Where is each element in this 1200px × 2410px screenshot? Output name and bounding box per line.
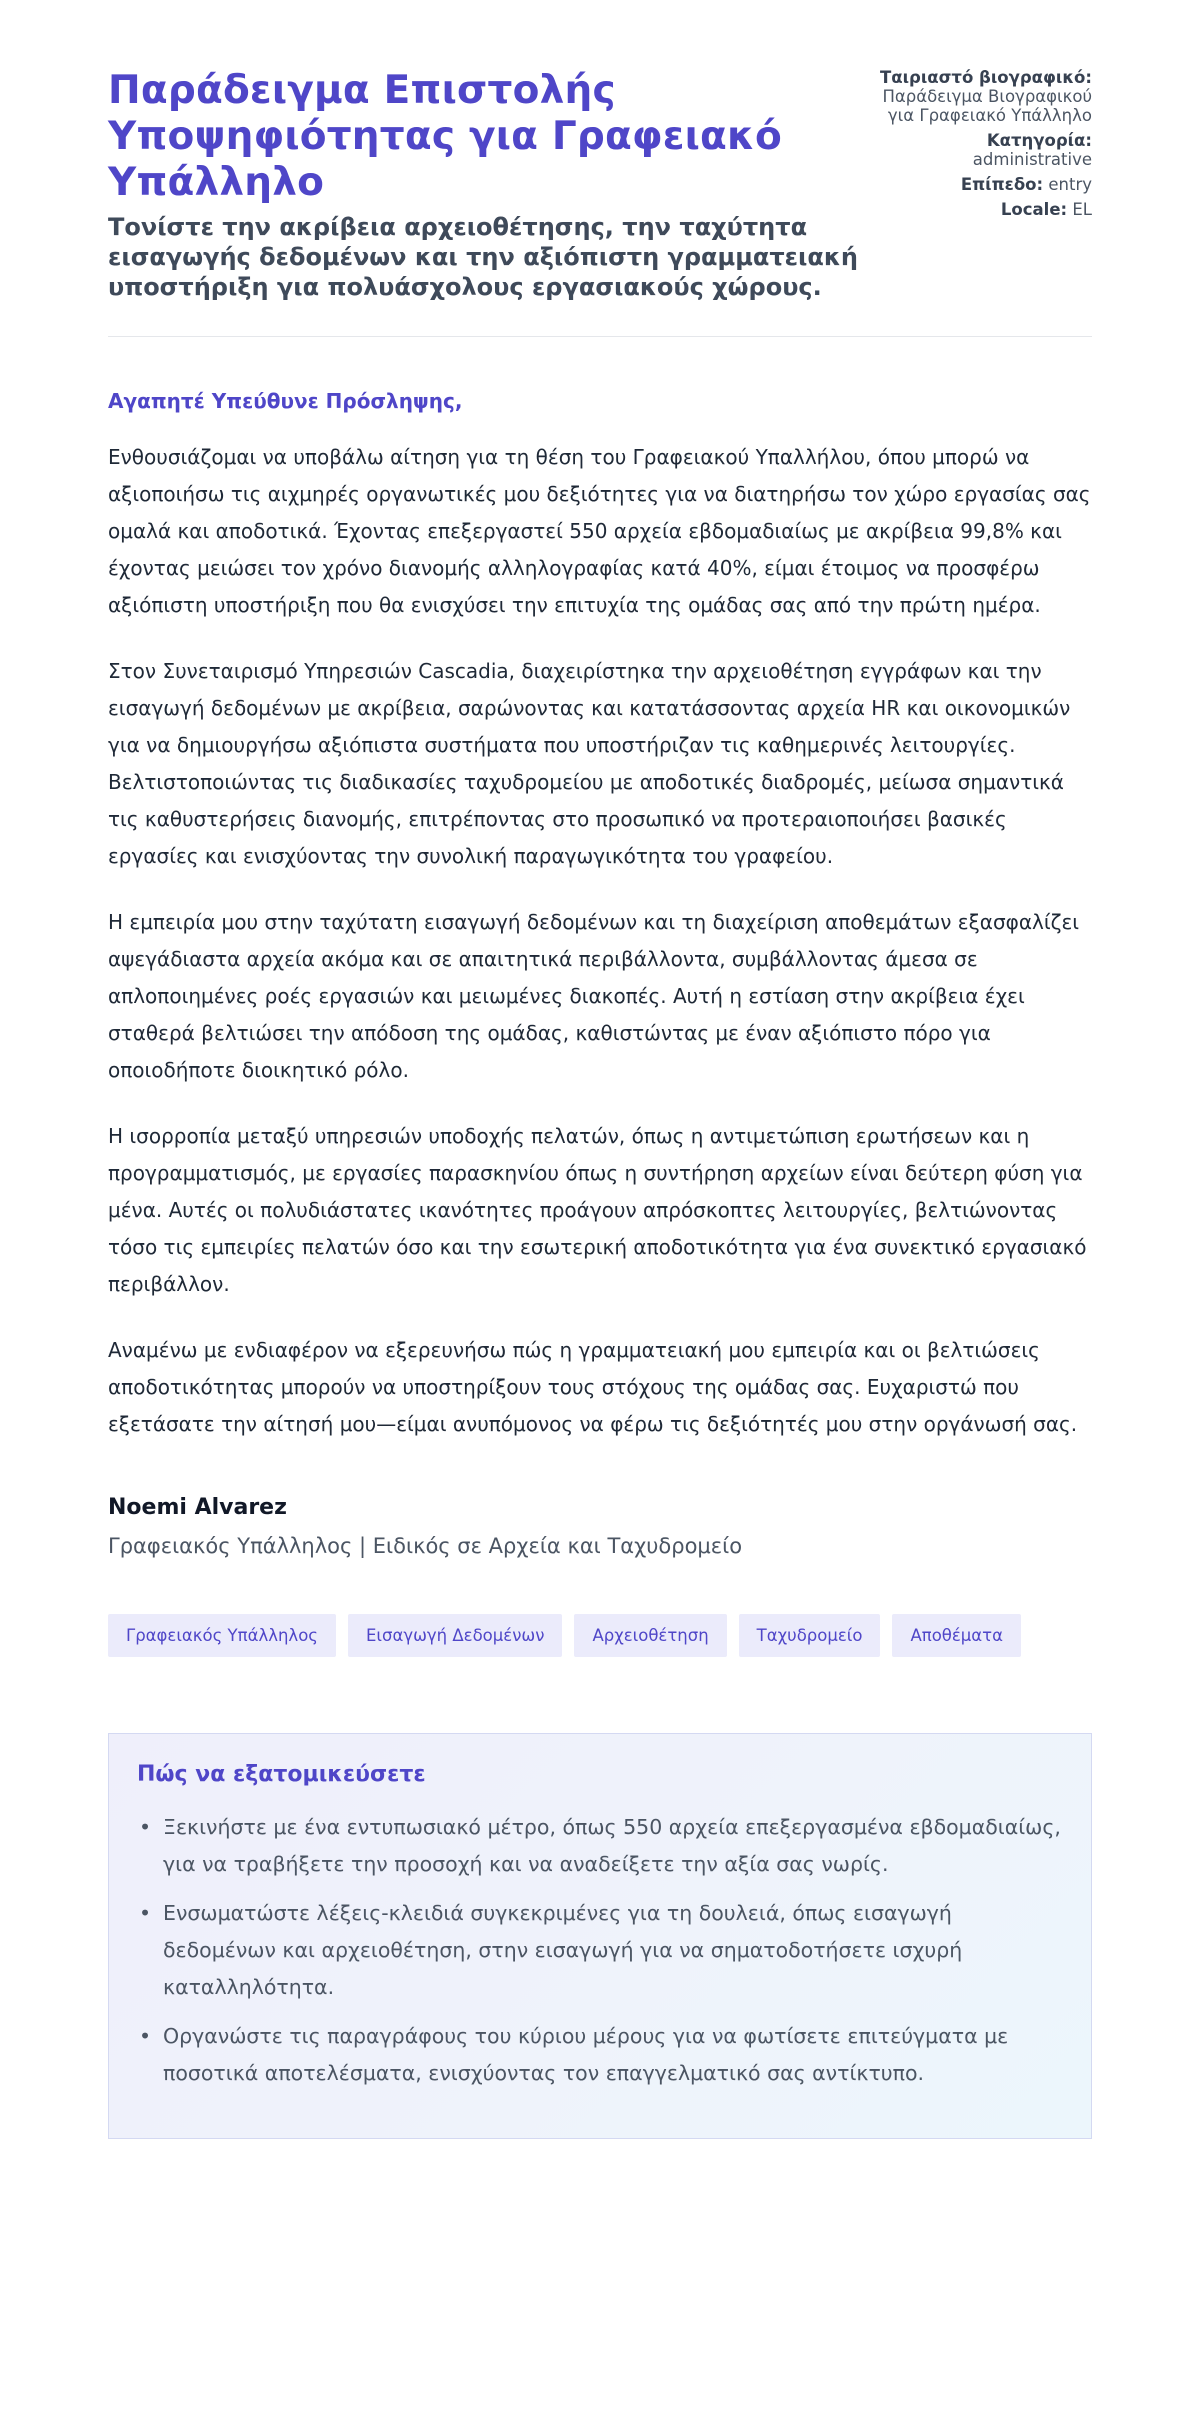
meta-category-value: administrative: [972, 150, 1092, 169]
bullet-icon: •: [139, 1901, 152, 1925]
signature-block: [108, 1495, 1092, 1558]
meta-locale: [860, 200, 1092, 219]
tag-chip[interactable]: Γραφειακός Υπάλληλος: [108, 1614, 336, 1657]
meta-category: [860, 131, 1092, 169]
meta-panel: [860, 68, 1092, 225]
signature-name: Noemi Alvarez: [108, 1495, 287, 1520]
tips-title: Πώς να εξατομικεύσετε: [137, 1762, 426, 1787]
tips-list: [137, 1809, 1063, 2092]
meta-category-label: Κατηγορία:: [986, 131, 1092, 150]
tip-text: Ενσωματώστε λέξεις-κλειδιά συγκεκριμένες για τη δουλειά, όπως εισαγωγή δεδομένων και αρχειοθέτηση, στην εισαγωγή για να σηματοδοτήσετε ισχυρή καταλληλότητα.: [163, 1901, 963, 1999]
letter-paragraph-2: Στον Συνεταιρισμό Υπηρεσιών Cascadia, διαχειρίστηκα την αρχειοθέτηση εγγράφων και την εισαγωγή δεδομένων με ακρίβεια, σαρώνοντας και κατατάσσοντας αρχεία HR και οικονομικών για να δημιουργήσω αξιόπιστα συστήματα που υποστήριζαν τις καθημερινές λειτουργίες. Βελτιστοποιώντας τις διαδικασίες ταχυδρομείου με αποδοτικές διαδρομές, μείωσα σημαντικά τις καθυστερήσεις διανομής, επιτρέποντας στο προσωπικό να προτεραιοποιήσει βασικές εργασίες και ενισχύοντας την συνολική παραγωγικότητα του γραφείου.: [108, 659, 1071, 868]
tip-text: Ξεκινήστε με ένα εντυπωσιακό μέτρο, όπως 550 αρχεία επεξεργασμένα εβδομαδιαίως, για να τραβήξετε την προσοχή και να αναδείξετε την αξία σας νωρίς.: [163, 1815, 1061, 1876]
list-item: [137, 2018, 1063, 2092]
page-header: [108, 68, 1092, 302]
meta-locale-label: Locale:: [1000, 200, 1068, 219]
tag-chip[interactable]: Αποθέματα: [892, 1614, 1021, 1657]
meta-resume-label: Ταιριαστό βιογραφικό:: [879, 68, 1092, 87]
meta-level: [860, 175, 1092, 194]
meta-level-value: entry: [1048, 175, 1092, 194]
letter-paragraph-4: Η ισορροπία μεταξύ υπηρεσιών υποδοχής πελατών, όπως η αντιμετώπιση ερωτήσεων και η προγραμματισμός, με εργασίες παρασκηνίου όπως η συντήρηση αρχείων είναι δεύτερη φύση για μένα. Αυτές οι πολυδιάστατες ικανότητες προάγουν απρόσκοπτες λειτουργίες, βελτιώνοντας τόσο τις εμπειρίες πελατών όσο και την εσωτερική αποδοτικότητα για ένα συνεκτικό εργασιακό περιβάλλον.: [108, 1124, 1087, 1296]
tag-chip[interactable]: Αρχειοθέτηση: [574, 1614, 726, 1657]
customize-tips-panel: [108, 1733, 1092, 2139]
letter-body: [108, 439, 1092, 1443]
letter-greeting: Αγαπητέ Υπεύθυνε Πρόσληψης,: [108, 389, 463, 413]
meta-resume-link[interactable]: Παράδειγμα Βιογραφικού για Γραφειακό Υπάλληλο: [882, 87, 1092, 125]
page-title: Παράδειγμα Επιστολής Υποψηφιότητας για Γραφειακό Υπάλληλο: [108, 68, 782, 205]
header-divider: [108, 336, 1092, 337]
tag-chip[interactable]: Εισαγωγή Δεδομένων: [348, 1614, 562, 1657]
meta-level-label: Επίπεδο:: [960, 175, 1044, 194]
bullet-icon: •: [139, 2024, 152, 2048]
list-item: [137, 1895, 1063, 2006]
signature-role: Γραφειακός Υπάλληλος | Ειδικός σε Αρχεία και Ταχυδρομείο: [108, 1534, 743, 1558]
list-item: [137, 1809, 1063, 1883]
tag-list: [108, 1614, 1092, 1657]
letter-paragraph-5: Αναμένω με ενδιαφέρον να εξερευνήσω πώς η γραμματειακή μου εμπειρία και οι βελτιώσεις αποδοτικότητας μπορούν να υποστηρίξουν τους στόχους της ομάδας σας. Ευχαριστώ που εξετάσατε την αίτησή μου—είμαι ανυπόμονος να φέρω τις δεξιότητές μου στην οργάνωσή σας.: [108, 1338, 1078, 1436]
tip-text: Οργανώστε τις παραγράφους του κύριου μέρους για να φωτίσετε επιτεύγματα με ποσοτικά αποτελέσματα, ενισχύοντας τον επαγγελματικό σας αντίκτυπο.: [163, 2024, 1009, 2085]
meta-resume: [860, 68, 1092, 125]
tag-chip[interactable]: Ταχυδρομείο: [739, 1614, 881, 1657]
letter-paragraph-1: Ενθουσιάζομαι να υποβάλω αίτηση για τη θέση του Γραφειακού Υπαλλήλου, όπου μπορώ να αξιοποιήσω τις αιχμηρές οργανωτικές μου δεξιότητες για να διατηρήσω τον χώρο εργασίας σας ομαλά και αποδοτικά. Έχοντας επεξεργαστεί 550 αρχεία εβδομαδιαίως με ακρίβεια 99,8% και έχοντας μειώσει τον χρόνο διανομής αλληλογραφίας κατά 40%, είμαι έτοιμος να προσφέρω αξιόπιστη υποστήριξη που θα ενισχύσει την επιτυχία της ομάδας σας από την πρώτη ημέρα.: [108, 445, 1091, 617]
bullet-icon: •: [139, 1815, 152, 1839]
page-subtitle: Τονίστε την ακρίβεια αρχειοθέτησης, την ταχύτητα εισαγωγής δεδομένων και την αξιόπιστη γραμματειακή υποστήριξη για πολυάσχολους εργασιακούς χώρους.: [108, 213, 858, 301]
meta-locale-value: EL: [1072, 200, 1092, 219]
header-titles: [108, 68, 860, 302]
letter-paragraph-3: Η εμπειρία μου στην ταχύτατη εισαγωγή δεδομένων και τη διαχείριση αποθεμάτων εξασφαλίζει αψεγάδιαστα αρχεία ακόμα και σε απαιτητικά περιβάλλοντα, συμβάλλοντας άμεσα σε απλοποιημένες ροές εργασιών και μειωμένες διακοπές. Αυτή η εστίαση στην ακρίβεια έχει σταθερά βελτιώσει την απόδοση της ομάδας, καθιστώντας με έναν αξιόπιστο πόρο για οποιοδήποτε διοικητικό ρόλο.: [108, 910, 1080, 1082]
